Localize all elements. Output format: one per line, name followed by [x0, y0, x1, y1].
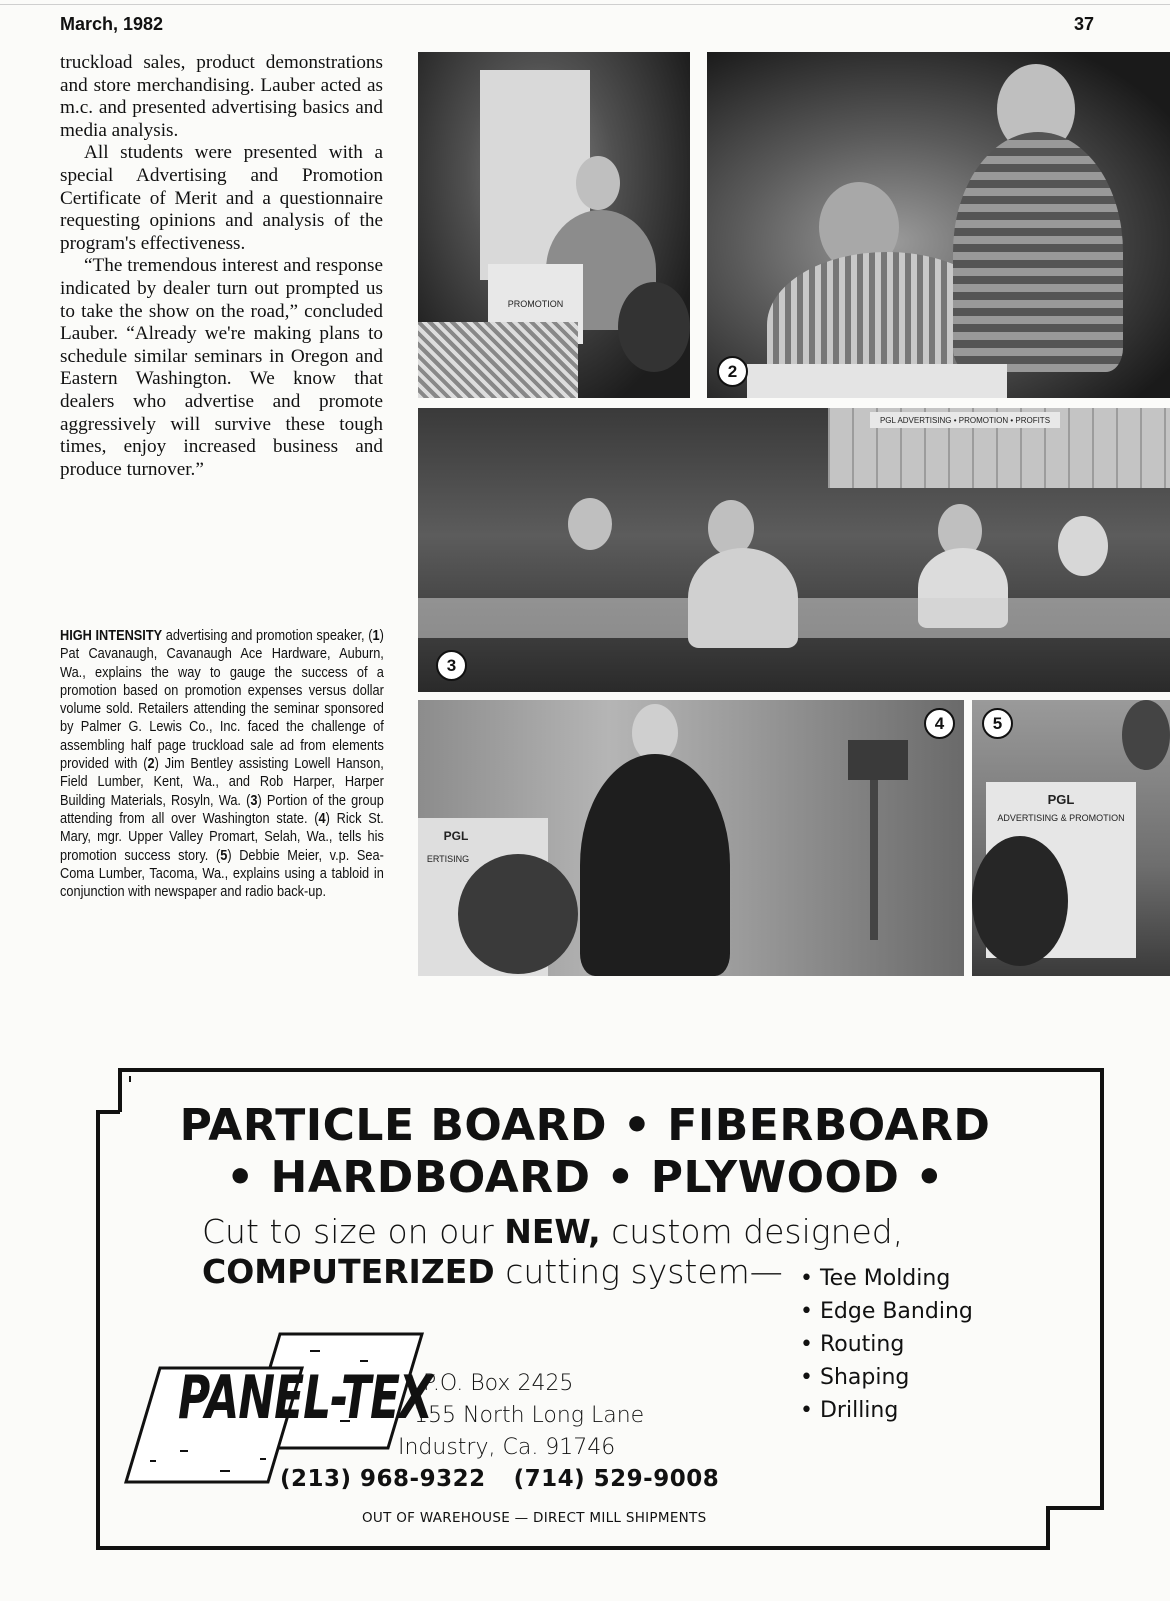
ad-services-list: [800, 1262, 973, 1427]
ad-sub-emphasis: NEW,: [504, 1212, 601, 1251]
address-line: 155 North Long Lane: [414, 1403, 645, 1428]
panel-tex-logo: PANEL-TEX: [178, 1364, 432, 1433]
podium-logo: PGL: [443, 829, 469, 843]
photo-speaker-podium: [418, 52, 690, 398]
header-rule: [0, 4, 1170, 5]
ad-sub-text: custom designed,: [600, 1212, 904, 1251]
photo-speaker-standing: [418, 700, 964, 976]
podium-logo: PGL: [1047, 791, 1075, 807]
ad-sub-emphasis: COMPUTERIZED: [202, 1252, 495, 1291]
podium-sign: ERTISING: [426, 854, 470, 864]
podium-sign: ADVERTISING & PROMOTION: [997, 813, 1125, 823]
service-item: • Edge Banding: [800, 1295, 973, 1328]
photo-number-badge: 4: [924, 708, 955, 739]
ad-headline: [130, 1100, 1040, 1204]
photo-ad-workshop: [707, 52, 1170, 398]
photo-caption: [60, 627, 384, 901]
article-body: [60, 52, 383, 481]
caption-number: 3: [250, 792, 258, 809]
caption-number: 2: [147, 756, 155, 773]
podium-sign: PROMOTION: [488, 264, 583, 344]
phone-number: (213) 968-9322: [280, 1466, 486, 1492]
caption-text: ) Debbie Meier, v.p. Sea-Coma Lumber, Tacoma, Wa., explains using a tabloid in conjunction with newspaper and radio back-up.: [60, 847, 384, 901]
caption-text: ) Pat Cavanaugh, Cavanaugh Ace Hardware, Auburn, Wa., explains the way to gauge the success of a promotion based on promotion expenses versus dollar volume sold. Retailers attending the seminar sponsored by Palmer G. Lewis Co., Inc. faced the challenge of assembling half page truckload sale ad from elements provided with (: [60, 628, 384, 773]
ad-address: [398, 1368, 644, 1464]
ad-footer: OUT OF WAREHOUSE — DIRECT MILL SHIPMENTS: [362, 1510, 707, 1526]
article-paragraph: All students were presented with a special Advertising and Promotion Certificate of Merit and a questionnaire requesting opinions and analysis of the program's effectiveness.: [60, 142, 383, 254]
ad-phone-numbers: [280, 1466, 719, 1492]
address-line: Industry, Ca. 91746: [398, 1435, 616, 1460]
caption-number: 1: [372, 628, 380, 644]
caption-text: advertising and promotion speaker, (: [162, 628, 373, 644]
issue-date: March, 1982: [60, 14, 164, 34]
article-paragraph: “The tremendous interest and response indicated by dealer turn out prompted us to take the show on the road,” concluded Lauber. “Already we're making plans to schedule similar seminars in Oregon and Eastern Washington. We know that dealers who advertise and promote aggressively will survive these tough times, enjoy increased business and produce turnover.”: [60, 255, 383, 480]
caption-number: 4: [318, 810, 326, 827]
ad-headline-line: PARTICLE BOARD • FIBERBOARD: [179, 1100, 991, 1151]
caption-text: ) Portion of the group attending from all over Washington state. (: [60, 792, 384, 827]
page-number: 37: [1074, 14, 1095, 34]
caption-text: ) Jim Bentley assisting Lowell Hanson, Field Lumber, Kent, Wa., and Rob Harper, Harper Building Materials, Rosyln, Wa. (: [60, 756, 384, 809]
ad-sub-text: Cut to size on our: [202, 1212, 505, 1251]
ad-sub-text: cutting system—: [494, 1252, 783, 1291]
photo-number-badge: 3: [436, 650, 467, 681]
caption-number: 5: [220, 847, 228, 864]
photo-speaker-female: [972, 700, 1170, 976]
address-line: P.O. Box 2425: [423, 1371, 574, 1396]
service-item: • Drilling: [800, 1394, 973, 1427]
service-item: • Routing: [800, 1328, 973, 1361]
ad-headline-line: • HARDBOARD • PLYWOOD •: [226, 1152, 944, 1203]
caption-lead: HIGH INTENSITY: [60, 628, 163, 644]
caption-text: ) Rick St. Mary, mgr. Upper Valley Promart, Selah, Wa., tells his promotion success story. (: [60, 810, 384, 864]
photo-number-badge: 2: [717, 356, 748, 387]
photo-seminar-audience: [418, 408, 1170, 692]
photo-number-badge: 5: [982, 708, 1013, 739]
service-item: • Shaping: [800, 1361, 973, 1394]
banner-sign: PGL ADVERTISING • PROMOTION • PROFITS: [870, 412, 1060, 428]
service-item: • Tee Molding: [800, 1262, 973, 1295]
article-paragraph: truckload sales, product demonstrations and store merchandising. Lauber acted as m.c. and presented advertising basics and media analysis.: [60, 52, 383, 141]
phone-number: (714) 529-9008: [513, 1466, 720, 1492]
